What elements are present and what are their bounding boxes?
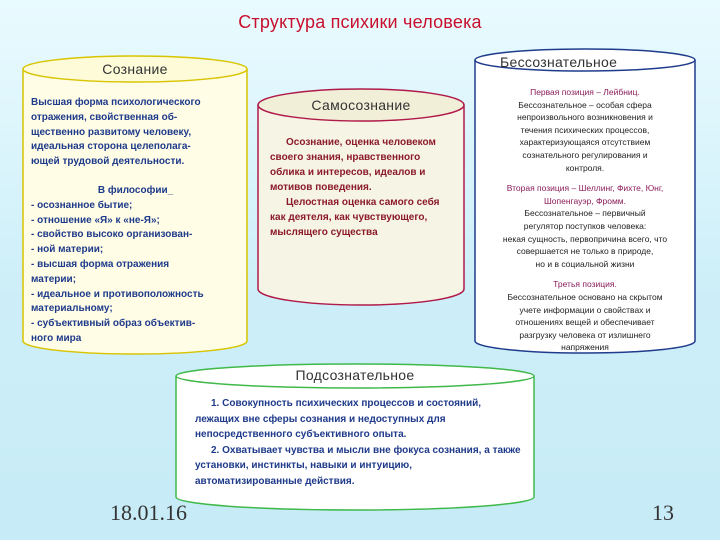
subconscious-text — [195, 396, 521, 489]
consciousness-label: Сознание — [102, 61, 168, 77]
position-line: Бессознательное – особая сфера — [518, 99, 652, 110]
position-line: но и в социальной жизни — [535, 258, 635, 269]
self-consciousness-cylinder — [257, 87, 465, 307]
self-consciousness-paragraph: Осознание, оценка человеком своего знания, нравственного облика и интересов, идеалов и мотивов поведения. — [270, 137, 436, 193]
position-3-title: Третья позиция. — [553, 279, 617, 290]
position-line: напряжения — [561, 342, 609, 353]
subconscious-paragraph: 1. Совокупность психических процессов и состояний, лежащих вне сферы сознания и недоступных для непосредственного субъективного опыта. — [195, 398, 482, 440]
position-line: совершается не только в природе, — [516, 246, 654, 257]
philosophy-item: - свойство высоко организован- — [31, 229, 193, 241]
position-line: непроизвольного возникновения и — [517, 112, 653, 123]
subconscious-cylinder — [175, 363, 535, 511]
unconscious-cylinder — [474, 48, 696, 355]
philosophy-item: - отношение «Я» к «не-Я»; — [31, 214, 160, 226]
subconscious-paragraph: 2. Охватывает чувства и мысли вне фокуса сознания, а также установки, инстинкты, навыки и интуицию, автоматизированные действия. — [195, 444, 521, 487]
subconscious-label: Подсознательное — [295, 367, 415, 383]
self-consciousness-paragraph: Целостная оценка самого себя как деятеля, как чувствующего, мыслящего существа — [270, 197, 440, 238]
position-line: некая сущность, первопричина всего, что — [502, 233, 668, 244]
unconscious-text — [478, 86, 692, 354]
philosophy-item: - субъективный образ объектив- — [31, 318, 196, 330]
position-line: характеризующаяся отсутствием — [519, 137, 651, 148]
consciousness-line: Высшая форма психологического — [31, 97, 201, 108]
consciousness-line: щественно развитому человеку, — [31, 126, 192, 138]
philosophy-item: - осознанное бытие; — [31, 199, 133, 211]
self-consciousness-label: Самосознание — [311, 97, 411, 113]
position-1-title: Первая позиция – Лейбниц. — [530, 87, 640, 97]
consciousness-text — [31, 96, 240, 347]
consciousness-line: идеальная сторона целеполага- — [31, 141, 191, 153]
position-line: регулятор поступков человека: — [523, 220, 647, 231]
consciousness-line: ющей трудовой деятельности. — [31, 156, 185, 168]
position-line: течения психических процессов, — [520, 124, 650, 135]
consciousness-cylinder — [22, 55, 248, 355]
footer-date: 18.01.16 — [110, 500, 187, 525]
position-line: отношениях вещей и обеспечивает — [515, 317, 655, 328]
position-line: разгрузку человека от излишнего — [519, 329, 651, 340]
position-line: сознательного регулирования и — [522, 149, 648, 160]
position-2-title: Шопенгауэр, Фромм. — [544, 195, 626, 206]
page-title: Структура психики человека — [238, 12, 482, 32]
philosophy-item: - высшая форма отражения — [31, 258, 170, 270]
philosophy-item: - идеальное и противоположность — [31, 288, 204, 300]
position-line: учете информации о свойствах и — [519, 304, 651, 315]
page-number: 13 — [652, 500, 674, 525]
consciousness-line: отражения, свойственная об- — [31, 111, 178, 123]
position-2-title: Вторая позиция – Шеллинг, Фихте, Юнг, — [506, 183, 664, 194]
philosophy-item: материи; — [31, 273, 77, 285]
position-line: контроля. — [565, 162, 605, 173]
philosophy-item: материальному; — [31, 303, 113, 315]
position-line: Бессознательное основано на скрытом — [507, 291, 663, 302]
philosophy-item: ного мира — [31, 332, 82, 344]
unconscious-label: Бессознательное — [500, 54, 618, 70]
philosophy-heading: В философии_ — [97, 184, 174, 196]
philosophy-item: - ной материи; — [31, 244, 104, 256]
position-line: Бессознательное – первичный — [524, 208, 646, 219]
self-consciousness-text — [270, 135, 455, 240]
